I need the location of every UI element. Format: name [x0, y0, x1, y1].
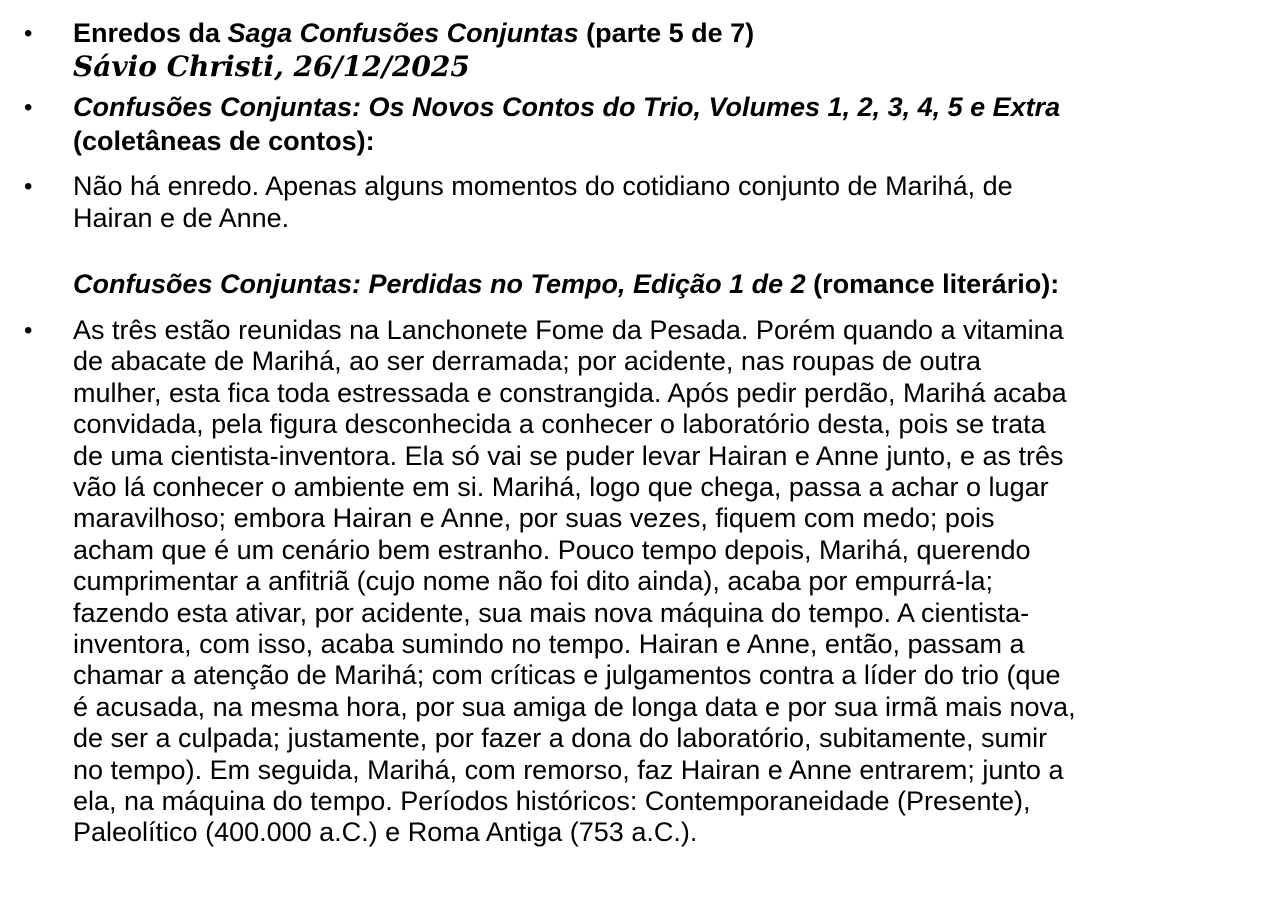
- plot-line: As três estão reunidas na Lanchonete Fome da Pesada. Porém quando a vitamina: [73, 315, 1064, 345]
- plot-line: inventora, com isso, acaba sumindo no tempo. Hairan e Anne, então, passam a: [73, 629, 1025, 659]
- plot-line: chamar a atenção de Marihá; com críticas e julgamentos contra a líder do trio (que: [73, 660, 1061, 691]
- plot-line: fazendo esta ativar, por acidente, sua mais nova máquina do tempo. A cientista-: [73, 597, 1030, 628]
- plot-line: Não há enredo. Apenas alguns momentos do cotidiano conjunto de Marihá, de: [73, 171, 1013, 201]
- bullet-icon: •: [24, 173, 33, 200]
- plot-line: vão lá conhecer o ambiente em si. Marihá, logo que chega, passa a achar o lugar: [73, 472, 1049, 502]
- bullet-icon: •: [24, 94, 33, 121]
- plot-line: convidada, pela figura desconhecida a conhecer o laboratório desta, pois se trata: [73, 409, 1046, 440]
- bullet-icon: •: [24, 20, 33, 47]
- plot-line: de abacate de Marihá, ao ser derramada; por acidente, nas roupas de outra: [73, 346, 982, 377]
- bullet-icon: •: [24, 317, 33, 344]
- plot-line: mulher, esta fica toda estressada e constrangida. Após pedir perdão, Marihá acaba: [73, 377, 1067, 408]
- plot-line: de uma cientista-inventora. Ela só vai se puder levar Hairan e Anne junto, e as três: [73, 440, 1064, 471]
- plot-line: acham que é um cenário bem estranho. Pouco tempo depois, Marihá, querendo: [73, 534, 1031, 565]
- plot-line: ela, na máquina do tempo. Períodos históricos: Contemporaneidade (Presente),: [73, 786, 1031, 816]
- plot-line: Paleolítico (400.000 a.C.) e Roma Antiga (753 a.C.).: [73, 817, 698, 848]
- section1-subtitle: (coletâneas de contos):: [73, 126, 375, 156]
- section2-title: Confusões Conjuntas: Perdidas no Tempo, Edição 1 de 2 (romance literário):: [73, 269, 1060, 299]
- author-signature: Sávio Christi, 26/12/2025: [73, 50, 470, 83]
- plot-line: cumprimentar a anfitriã (cujo nome não foi dito ainda), acaba por empurrá-la;: [73, 566, 993, 597]
- plot-line: Hairan e de Anne.: [73, 203, 290, 233]
- document-title: Enredos da Saga Confusões Conjuntas (parte 5 de 7): [73, 18, 755, 48]
- plot-line: maravilhoso; embora Hairan e Anne, por suas vezes, fiquem com medo; pois: [73, 503, 995, 534]
- section1-title: Confusões Conjuntas: Os Novos Contos do Trio, Volumes 1, 2, 3, 4, 5 e Extra: [73, 92, 1061, 122]
- plot-line: de ser a culpada; justamente, por fazer a dona do laboratório, subitamente, sumir: [73, 723, 1048, 754]
- plot-line: no tempo). Em seguida, Marihá, com remorso, faz Hairan e Anne entrarem; junto a: [73, 754, 1064, 785]
- plot-line: é acusada, na mesma hora, por sua amiga de longa data e por sua irmã mais nova,: [73, 691, 1076, 722]
